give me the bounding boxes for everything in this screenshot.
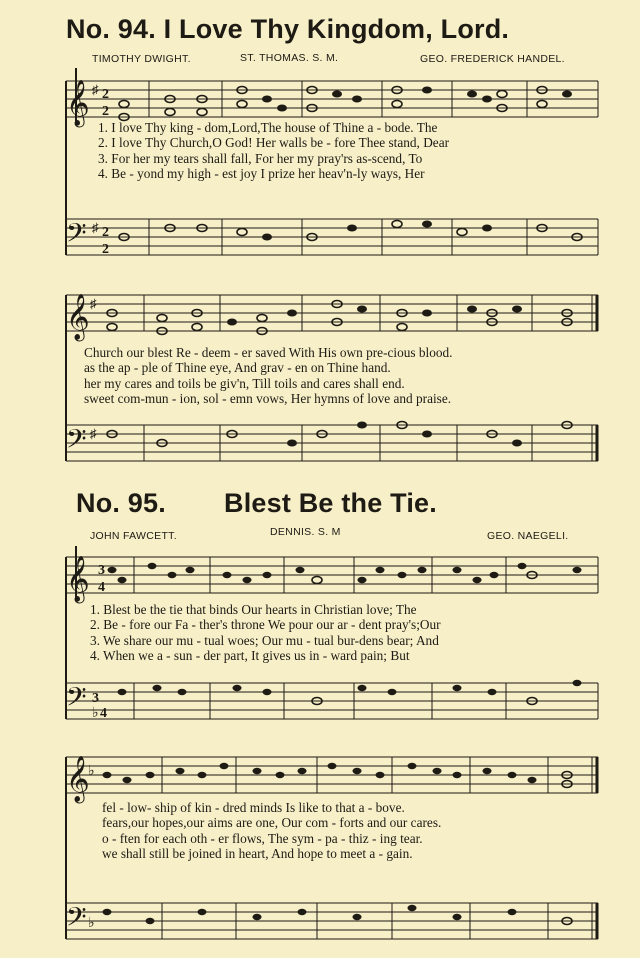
hymn-95-system-1: [62, 540, 602, 740]
lyric-line: 3. For her my tears shall fall, For her my pray'rs as-scend, To: [98, 150, 423, 166]
svg-text:2: 2: [102, 225, 109, 240]
hymn-95-tune: DENNIS. S. M: [270, 526, 341, 538]
svg-text:2: 2: [102, 87, 109, 102]
svg-text:𝄞: 𝄞: [66, 294, 90, 340]
lyric-line: 4. When we a - sun - der part, It gives us in - ward pain; But: [90, 648, 410, 664]
svg-text:3: 3: [98, 563, 105, 578]
lyric-line: fears,our hopes,our aims are one, Our com - forts and our cares.: [102, 815, 442, 831]
svg-text:𝄢: 𝄢: [66, 217, 87, 255]
svg-text:2: 2: [102, 104, 109, 119]
hymn-94-author: TIMOTHY DWIGHT.: [92, 53, 191, 65]
svg-text:𝄢: 𝄢: [66, 423, 87, 461]
svg-text:♯: ♯: [92, 82, 99, 97]
svg-text:𝄞: 𝄞: [66, 556, 90, 602]
lyric-line: 2. Be - fore our Fa - ther's throne We pour our ar - dent pray's;Our: [90, 617, 441, 633]
hymn-95-composer: GEO. NAEGELI.: [487, 530, 569, 542]
hymn-95-title: Blest Be the Tie.: [224, 488, 437, 518]
svg-text:𝄢: 𝄢: [66, 681, 87, 719]
hymn-94-system-2: [62, 285, 602, 470]
hymn-94-tune: ST. THOMAS. S. M.: [240, 52, 339, 64]
hymn-95-system-2-lyrics: [102, 800, 441, 862]
hymn-94-system-1: [62, 64, 602, 289]
lyric-line: sweet com-mun - ion, sol - emn vows, Her hymns of love and praise.: [84, 391, 452, 407]
svg-text:♯: ♯: [90, 426, 97, 441]
svg-text:♯: ♯: [92, 220, 99, 235]
svg-text:3: 3: [92, 691, 99, 706]
lyric-line: 2. I love Thy Church,O God! Her walls be - fore Thee stand, Dear: [98, 135, 450, 151]
lyric-line: we shall still be joined in heart, And hope to meet a - gain.: [102, 846, 413, 862]
hymn-94-title: I Love Thy Kingdom, Lord.: [163, 14, 510, 44]
hymn-94-composer: GEO. FREDERICK HANDEL.: [420, 53, 565, 65]
hymn-95-number: No. 95.: [76, 488, 166, 518]
svg-text:4: 4: [98, 580, 105, 595]
svg-text:♯: ♯: [90, 296, 97, 311]
hymn-95-system-2: [62, 745, 602, 955]
svg-text:𝄞: 𝄞: [66, 80, 90, 126]
hymn-95-system-1-lyrics: [90, 602, 441, 664]
lyric-line: her my cares and toils be giv'n, Till toils and cares shall end.: [84, 375, 405, 391]
svg-text:2: 2: [102, 242, 109, 257]
lyric-line: 4. Be - yond my high - est joy I prize her heav'n-ly ways, Her: [98, 166, 425, 182]
lyric-line: o - ften for each oth - er flows, The sym - pa - thiz - ing tear.: [102, 830, 423, 846]
lyric-line: Church our blest Re - deem - er saved With His own pre-cious blood.: [84, 345, 453, 360]
hymn-94-number: No. 94.: [66, 14, 156, 44]
svg-text:𝄢: 𝄢: [66, 901, 87, 939]
svg-text:♭: ♭: [88, 764, 95, 779]
hymn-95-author: JOHN FAWCETT.: [90, 530, 177, 542]
lyric-line: 3. We share our mu - tual woes; Our mu - tual bur-dens bear; And: [90, 632, 439, 648]
svg-text:♭: ♭: [88, 916, 95, 931]
lyric-line: 1. Blest be the tie that binds Our hearts in Christian love; The: [90, 602, 417, 617]
svg-text:4: 4: [100, 706, 107, 721]
hymn-94-heading: [66, 14, 509, 45]
lyric-line: as the ap - ple of Thine eye, And grav - en on Thine hand.: [84, 360, 391, 376]
svg-text:♭: ♭: [92, 706, 99, 721]
hymn-94-system-1-lyrics: [98, 120, 449, 182]
lyric-line: fel - low- ship of kin - dred minds Is like to that a - bove.: [102, 800, 405, 815]
hymn-94-system-2-lyrics: [84, 345, 453, 407]
svg-text:𝄞: 𝄞: [66, 756, 90, 802]
lyric-line: 1. I love Thy king - dom,Lord,The house of Thine a - bode. The: [98, 120, 438, 135]
